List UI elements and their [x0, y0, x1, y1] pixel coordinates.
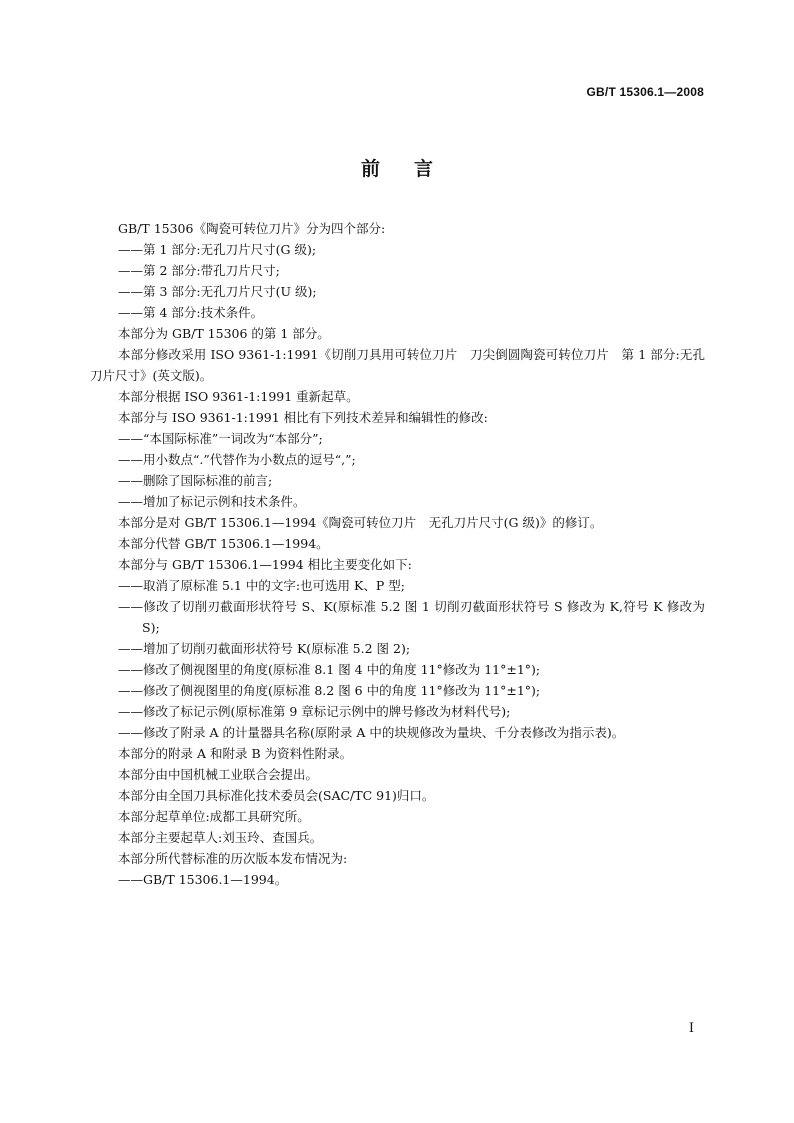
paragraph: 本部分起草单位:成都工具研究所。: [118, 809, 310, 824]
list-item: ——增加了切削刃截面形状符号 K(原标准 5.2 图 2);: [118, 641, 411, 656]
paragraph: 本部分主要起草人:刘玉玲、查国兵。: [118, 830, 323, 845]
list-item: ——“本国际标准”一词改为“本部分”;: [118, 431, 323, 446]
list-item: ——取消了原标准 5.1 中的文字:也可选用 K、P 型;: [118, 578, 405, 593]
paragraph: GB/T 15306《陶瓷可转位刀片》分为四个部分:: [118, 221, 386, 236]
list-item: ——用小数点“.”代替作为小数点的逗号“,”;: [118, 452, 356, 467]
paragraph: 本部分由中国机械工业联合会提出。: [118, 767, 319, 782]
list-item: ——修改了侧视图里的角度(原标准 8.1 图 4 中的角度 11°修改为 11°±1°);: [118, 662, 541, 677]
list-item: ——第 3 部分:无孔刀片尺寸(U 级);: [118, 284, 317, 299]
list-item: ——GB/T 15306.1—1994。: [118, 872, 288, 887]
paragraph: 本部分是对 GB/T 15306.1—1994《陶瓷可转位刀片 无孔刀片尺寸(G 级)》的修订。: [118, 515, 603, 530]
paragraph: 本部分与 ISO 9361-1:1991 相比有下列技术差异和编辑性的修改:: [118, 410, 488, 425]
paragraph: 本部分根据 ISO 9361-1:1991 重新起草。: [118, 389, 359, 404]
list-item: ——修改了侧视图里的角度(原标准 8.2 图 6 中的角度 11°修改为 11°±1°);: [118, 683, 541, 698]
list-item: ——修改了标记示例(原标准第 9 章标记示例中的牌号修改为材料代号);: [118, 704, 511, 719]
list-item: ——修改了附录 A 的计量器具名称(原附录 A 中的块规修改为量块、千分表修改为指示表)。: [118, 725, 625, 740]
page-title: 前言: [360, 158, 467, 180]
paragraph: 本部分代替 GB/T 15306.1—1994。: [118, 536, 329, 551]
list-item: ——第 1 部分:无孔刀片尺寸(G 级);: [118, 242, 317, 257]
paragraph: 本部分修改采用 ISO 9361-1:1991《切削刀具用可转位刀片 刀尖倒圆陶瓷可转位刀片 第 1 部分:无孔刀片尺寸》(英文版)。: [90, 347, 705, 383]
paragraph: 本部分的附录 A 和附录 B 为资料性附录。: [118, 746, 353, 761]
paragraph: 本部分与 GB/T 15306.1—1994 相比主要变化如下:: [118, 557, 412, 572]
list-item: ——第 2 部分:带孔刀片尺寸;: [118, 263, 280, 278]
list-item: ——第 4 部分:技术条件。: [118, 305, 264, 320]
page-number: I: [688, 1021, 694, 1036]
list-item: ——修改了切削刃截面形状符号 S、K(原标准 5.2 图 1 切削刃截面形状符号 S 修改为 K,符号 K 修改为 S);: [118, 599, 705, 635]
paragraph: 本部分由全国刀具标准化技术委员会(SAC/TC 91)归口。: [118, 788, 435, 803]
paragraph: 本部分所代替标准的历次版本发布情况为:: [118, 851, 348, 866]
list-item: ——增加了标记示例和技术条件。: [118, 494, 306, 509]
foreword-body: [90, 218, 705, 890]
standard-number: GB/T 15306.1—2008: [586, 85, 704, 99]
paragraph: 本部分为 GB/T 15306 的第 1 部分。: [118, 326, 330, 341]
list-item: ——删除了国际标准的前言;: [118, 473, 273, 488]
